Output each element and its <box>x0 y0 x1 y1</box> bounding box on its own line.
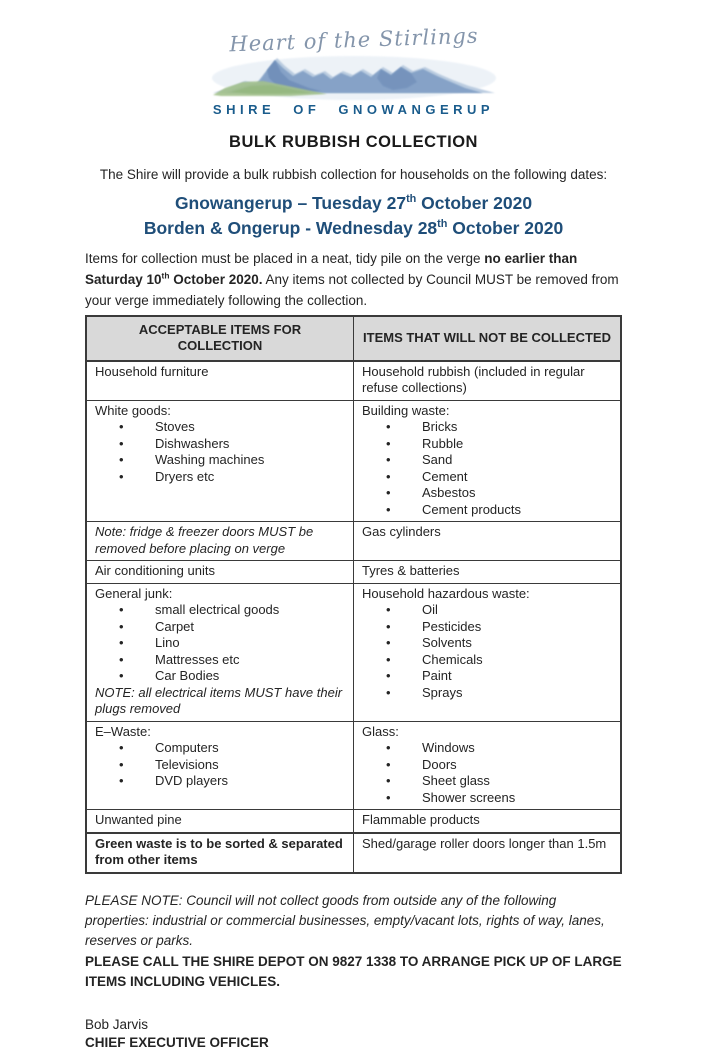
bullet-text: Sand <box>422 452 453 468</box>
table-cell-left <box>86 522 354 561</box>
signature-title: CHIEF EXECUTIVE OFFICER <box>85 1035 269 1051</box>
logo-org-name: SHIRE OF GNOWANGERUP <box>212 102 495 117</box>
cell-text: Building waste: <box>362 402 450 418</box>
table-row <box>86 583 621 721</box>
bullet-dot-icon: • <box>386 651 391 667</box>
bullet-dot-icon: • <box>119 618 124 634</box>
table-cell-right <box>354 400 622 522</box>
bullet-item <box>95 635 345 652</box>
bullet-text: Rubble <box>422 435 464 451</box>
bullet-dot-icon: • <box>386 668 391 684</box>
table-cell-right <box>354 361 622 401</box>
date-line-borden-ongerup <box>85 216 622 241</box>
logo-script-text: Heart of the Stirlings <box>228 23 479 57</box>
bullet-dot-icon: • <box>119 452 124 468</box>
bullet-item <box>95 773 345 790</box>
cell-text: Household hazardous waste: <box>362 585 530 601</box>
bullet-item <box>362 773 612 790</box>
cell-text: Shed/garage roller doors longer than 1.5m <box>362 835 607 851</box>
table-header-not-collected: ITEMS THAT WILL NOT BE COLLECTED <box>354 316 622 361</box>
cell-text: Air conditioning units <box>95 563 215 579</box>
table-cell-left <box>86 561 354 584</box>
bullet-text: Televisions <box>155 756 219 772</box>
bullet-dot-icon: • <box>119 635 124 651</box>
bullet-text: Bricks <box>422 419 458 435</box>
bullet-text: Lino <box>155 635 180 651</box>
table-row <box>86 400 621 522</box>
bullet-item <box>362 619 612 636</box>
bullet-text: Chemicals <box>422 651 483 667</box>
bullet-item <box>95 668 345 685</box>
cell-text: Green waste is to be sorted & separated from other items <box>95 835 343 868</box>
bullet-item <box>95 602 345 619</box>
bullet-item <box>95 419 345 436</box>
table-cell-right <box>354 583 622 721</box>
bullet-text: Computers <box>155 740 219 756</box>
bullet-item <box>362 685 612 702</box>
bullet-dot-icon: • <box>386 602 391 618</box>
bullet-text: Solvents <box>422 635 472 651</box>
date-text: Borden & Ongerup - Wednesday 28 <box>143 217 438 238</box>
bullet-dot-icon: • <box>386 435 391 451</box>
bullet-text: Pesticides <box>422 618 482 634</box>
bullet-dot-icon: • <box>119 468 124 484</box>
cell-text: Gas cylinders <box>362 524 441 540</box>
cell-text: Household furniture <box>95 363 209 379</box>
table-row <box>86 361 621 401</box>
bullet-text: Sprays <box>422 684 463 700</box>
bullet-text: DVD players <box>155 773 228 789</box>
table-cell-right <box>354 522 622 561</box>
bullet-dot-icon: • <box>386 618 391 634</box>
bullet-text: Cement <box>422 468 468 484</box>
cell-text: Glass: <box>362 723 399 739</box>
bullet-text: Dryers etc <box>155 468 215 484</box>
cell-text: General junk: <box>95 585 173 601</box>
collection-items-table <box>85 315 622 874</box>
bullet-dot-icon: • <box>119 419 124 435</box>
table-cell-left <box>86 583 354 721</box>
bullet-dot-icon: • <box>386 468 391 484</box>
bullet-text: Cement products <box>422 501 521 517</box>
table-cell-right <box>354 561 622 584</box>
date-text: October 2020 <box>416 193 533 213</box>
signature-name: Bob Jarvis <box>85 1017 149 1033</box>
table-cell-right <box>354 810 622 833</box>
date-line-gnowangerup <box>85 191 622 216</box>
cell-text: Household rubbish (included in regular refuse collections) <box>362 363 585 396</box>
bullet-dot-icon: • <box>119 756 124 772</box>
bullet-item <box>362 602 612 619</box>
table-row <box>86 561 621 584</box>
table-cell-left <box>86 810 354 833</box>
date-sup: th <box>437 217 448 230</box>
bullet-item <box>362 452 612 469</box>
bullet-item <box>362 668 612 685</box>
table-row <box>86 522 621 561</box>
instructions-bold-run: October 2020. <box>169 271 263 287</box>
date-sup: th <box>406 193 417 206</box>
cell-text: White goods: <box>95 402 171 418</box>
date-text: October 2020 <box>447 217 564 238</box>
bullet-dot-icon: • <box>386 740 391 756</box>
bullet-text: Sheet glass <box>422 773 490 789</box>
bullet-item <box>95 740 345 757</box>
bullet-text: Paint <box>422 668 452 684</box>
bullet-text: small electrical goods <box>155 602 280 618</box>
call-depot-text: PLEASE CALL THE SHIRE DEPOT ON 9827 1338 TO ARRANGE PICK UP OF LARGE ITEMS INCLUDING VEHICLES. <box>85 953 622 989</box>
bullet-dot-icon: • <box>119 651 124 667</box>
page-title: BULK RUBBISH COLLECTION <box>229 133 478 151</box>
instructions-text: Items for collection must be placed in a neat, tidy pile on the verge <box>85 251 485 266</box>
bullet-dot-icon: • <box>119 435 124 451</box>
bullet-text: Windows <box>422 740 475 756</box>
table-row <box>86 810 621 833</box>
table-cell-right <box>354 833 622 873</box>
bullet-item <box>362 635 612 652</box>
cell-text: Flammable products <box>362 812 480 828</box>
cell-text: Unwanted pine <box>95 812 182 828</box>
bullet-item <box>362 419 612 436</box>
table-cell-right <box>354 721 622 810</box>
signature-block <box>85 1016 622 1052</box>
please-note-text: PLEASE NOTE: Council will not collect goods from outside any of the following properties: industrial or commercial businesses, empty/vacant lots, rights of way, lanes, reserves or parks. <box>85 892 605 949</box>
table-header-row <box>86 316 621 361</box>
bullet-item <box>362 757 612 774</box>
bullet-text: Oil <box>422 602 438 618</box>
bullet-text: Asbestos <box>422 485 476 501</box>
table-header-acceptable: ACCEPTABLE ITEMS FOR COLLECTION <box>86 316 354 361</box>
bullet-item <box>95 469 345 486</box>
bullet-dot-icon: • <box>119 602 124 618</box>
bullet-item <box>362 502 612 519</box>
bullet-dot-icon: • <box>386 501 391 517</box>
table-cell-left <box>86 833 354 873</box>
table-row <box>86 721 621 810</box>
bullet-dot-icon: • <box>386 419 391 435</box>
instructions-sup: th <box>161 270 170 281</box>
instructions-bold-run: no earlier than Saturday 10 <box>85 251 578 287</box>
bullet-text: Doors <box>422 756 457 772</box>
bullet-item <box>362 652 612 669</box>
cell-text: Note: fridge & freezer doors MUST be removed before placing on verge <box>95 524 314 556</box>
bullet-item <box>95 436 345 453</box>
bullet-item <box>95 619 345 636</box>
bullet-dot-icon: • <box>386 635 391 651</box>
bullet-dot-icon: • <box>119 668 124 684</box>
bullet-item <box>95 452 345 469</box>
bullet-item <box>362 436 612 453</box>
bullet-dot-icon: • <box>119 740 124 756</box>
placement-instructions <box>85 249 622 312</box>
date-text: Gnowangerup – Tuesday 27 <box>174 193 407 213</box>
bullet-dot-icon: • <box>386 789 391 805</box>
instructions-text: Any items not collected by Council MUST be removed from your verge immediately following the collection. <box>85 271 619 308</box>
bullet-item <box>95 652 345 669</box>
bullet-item <box>362 469 612 486</box>
footer-notes <box>85 891 622 992</box>
cell-text: Tyres & batteries <box>362 563 460 579</box>
bullet-dot-icon: • <box>386 756 391 772</box>
bullet-text: Mattresses etc <box>155 651 240 667</box>
intro-text: The Shire will provide a bulk rubbish collection for households on the following dates: <box>99 167 608 182</box>
bullet-text: Car Bodies <box>155 668 220 684</box>
bullet-dot-icon: • <box>386 684 391 700</box>
bullet-dot-icon: • <box>119 773 124 789</box>
bullet-text: Washing machines <box>155 452 265 468</box>
bullet-item <box>362 740 612 757</box>
table-row <box>86 833 621 873</box>
cell-text: E–Waste: <box>95 723 151 739</box>
collection-dates <box>85 191 622 240</box>
bullet-dot-icon: • <box>386 773 391 789</box>
table-cell-left <box>86 721 354 810</box>
bullet-text: Stoves <box>155 419 195 435</box>
table-cell-left <box>86 361 354 401</box>
bullet-text: Carpet <box>155 618 195 634</box>
bullet-dot-icon: • <box>386 452 391 468</box>
shire-logo <box>194 23 514 117</box>
bullet-text: Shower screens <box>422 789 516 805</box>
bullet-item <box>362 790 612 807</box>
bullet-dot-icon: • <box>386 485 391 501</box>
table-cell-left <box>86 400 354 522</box>
bullet-item <box>362 485 612 502</box>
bullet-item <box>95 757 345 774</box>
cell-note: NOTE: all electrical items MUST have their plugs removed <box>95 684 343 717</box>
bullet-text: Dishwashers <box>155 435 230 451</box>
